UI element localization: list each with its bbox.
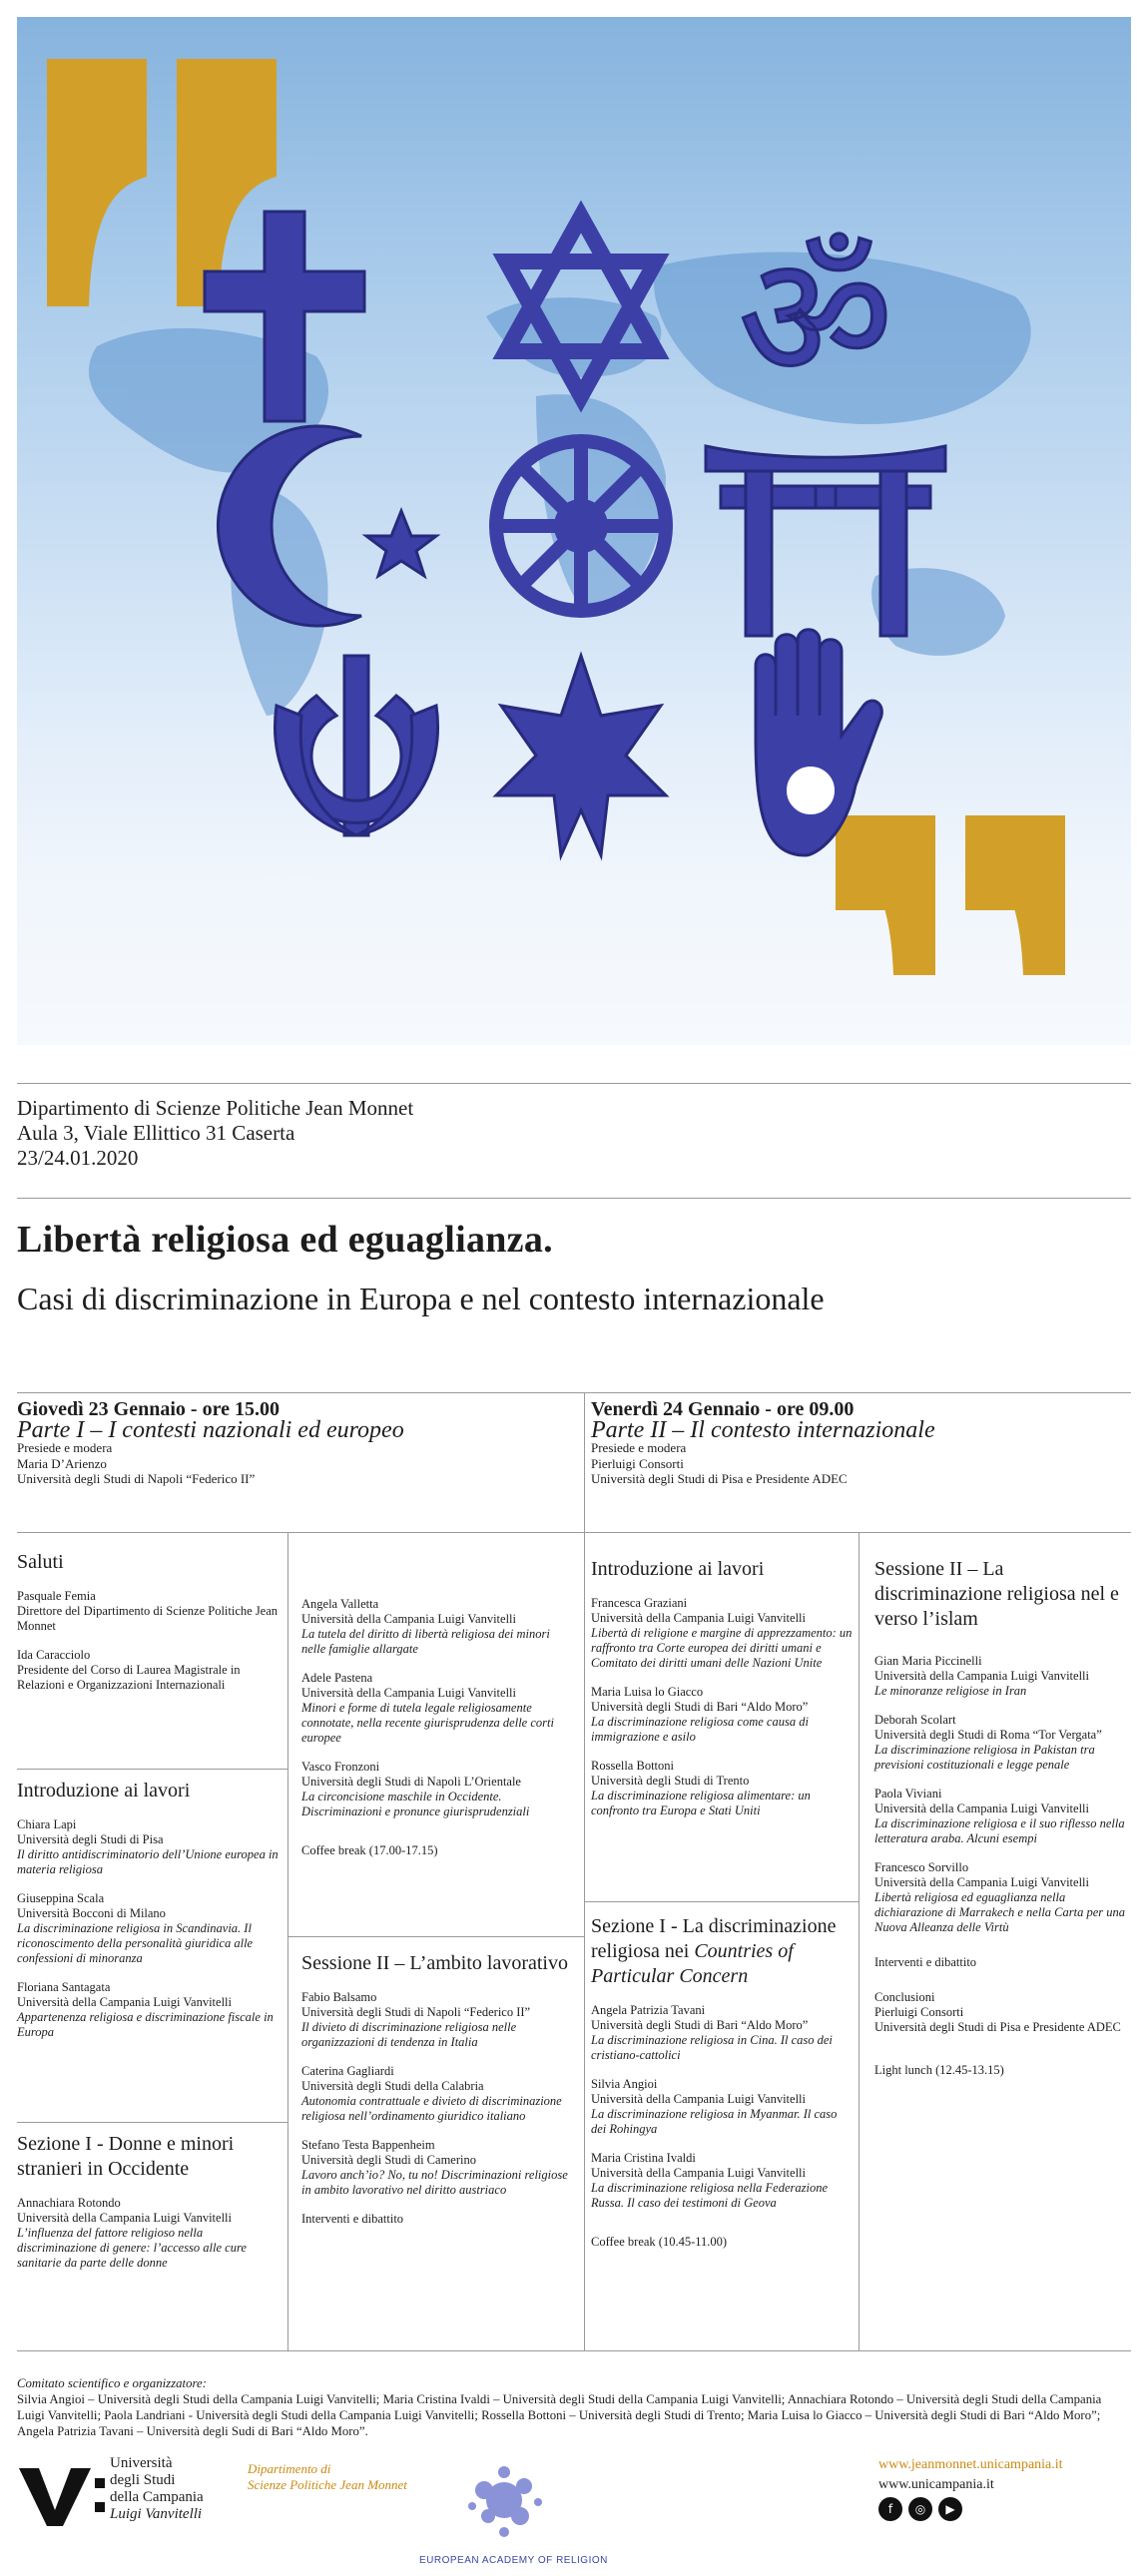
column-intro-day2 <box>591 1557 853 1818</box>
talk-title: La discriminazione religiosa e il suo riflesso nella letteratura araba. Alcuni esempi <box>874 1816 1125 1845</box>
footer-links <box>878 2455 1063 2495</box>
speaker-affiliation: Università degli Studi di Napoli “Federico II” <box>301 2005 531 2019</box>
youtube-icon[interactable]: ▶ <box>938 2497 962 2521</box>
talk-title: Autonomia contrattuale e divieto di discriminazione religiosa nell’ordinamento giuridico italiano <box>301 2094 562 2123</box>
divider <box>17 1392 1131 1393</box>
list-item <box>301 2064 577 2124</box>
list-item <box>874 1787 1130 1846</box>
talk-title: La tutela del diritto di libertà religiosa dei minori nelle famiglie allargate <box>301 1627 550 1656</box>
venue: Aula 3, Viale Ellittico 31 Caserta <box>17 1121 295 1145</box>
speaker-affiliation: Università della Campania Luigi Vanvitelli <box>874 1875 1089 1889</box>
talk-title: La discriminazione religiosa in Scandinavia. Il riconoscimento della personalità giuridica alle confessioni di minoranza <box>17 1921 254 1965</box>
event-info <box>17 1096 413 1171</box>
speaker-affiliation: Università degli Studi di Bari “Aldo Moro” <box>591 2018 809 2032</box>
day1-heading: Giovedì 23 Gennaio - ore 15.00 <box>17 1398 280 1420</box>
column-sezione1-day1 <box>17 2132 279 2271</box>
list-item <box>591 1759 853 1818</box>
column-sessione2-day1 <box>301 1951 577 2227</box>
speaker-name: Stefano Testa Bappenheim <box>301 2138 435 2152</box>
speaker-affiliation: Università degli Studi della Calabria <box>301 2079 484 2093</box>
university-name-line: della Campania <box>110 2489 204 2505</box>
talk-title: Appartenenza religiosa e discriminazione fiscale in Europa <box>17 2010 274 2039</box>
section-heading: Introduzione ai lavori <box>591 1558 765 1580</box>
conclusions <box>874 1990 1130 2035</box>
list-item <box>874 1860 1130 1935</box>
event-date: 23/24.01.2020 <box>17 1146 139 1170</box>
speaker-affiliation: Università della Campania Luigi Vanvitelli <box>301 1612 516 1626</box>
column-divider <box>287 1532 288 2350</box>
speaker-role: Direttore del Dipartimento di Scienze Politiche Jean Monnet <box>17 1604 279 1633</box>
speaker-name: Adele Pastena <box>301 1671 373 1685</box>
list-item <box>301 1671 577 1746</box>
talk-title: Le minoranze religiose in Iran <box>874 1684 1027 1698</box>
section-divider <box>17 1769 287 1770</box>
section-heading: Introduzione ai lavori <box>17 1780 191 1802</box>
lunch: Light lunch (12.45-13.15) <box>874 2063 1004 2077</box>
chair-affiliation: Università degli Studi di Pisa e Presidente ADEC <box>591 1471 848 1486</box>
talk-title: La discriminazione religiosa in Myanmar. Il caso dei Rohingya <box>591 2107 838 2136</box>
talk-title: Libertà di religione e margine di apprezzamento: un raffronto tra Corte europea dei diritti umani e Comitato dei diritti umani delle Nazioni Unite <box>591 1626 853 1670</box>
speaker-affiliation: Università degli Studi di Pisa <box>17 1832 164 1846</box>
speaker-name: Floriana Santagata <box>17 1980 111 1994</box>
dharma-wheel-symbol <box>496 441 666 611</box>
list-item <box>591 1596 853 1671</box>
om-symbol: ॐ <box>738 220 893 417</box>
committee-members: Silvia Angioi – Università degli Studi della Campania Luigi Vanvitelli; Maria Cristina Ivaldi – Università degli Studi della Campania Luigi Vanvitelli; Annachiara Rotondo – Università degli Studi della Campania Luigi Vanvitelli; Paola Landriani - Università degli Studi della Campania Luigi Vanvitelli; Rossella Bottoni – Università degli Studi di Trento; Maria Luisa lo Giacco – Università degli Studi di Bari “Aldo Moro”; Angela Patrizia Tavani – Università degli Sudi di Bari “Aldo Moro”. <box>17 2392 1102 2438</box>
speaker-name: Chiara Lapi <box>17 1817 77 1831</box>
divider <box>17 1198 1131 1199</box>
university-name-line: degli Studi <box>110 2472 176 2488</box>
speaker-name: Silvia Angioi <box>591 2077 658 2091</box>
speaker-name: Ida Caracciolo <box>17 1648 91 1662</box>
list-item <box>301 1990 577 2050</box>
speaker-name: Francesca Graziani <box>591 1596 688 1610</box>
speaker-affiliation: Università della Campania Luigi Vanvitelli <box>874 1669 1089 1683</box>
committee <box>17 2375 1131 2439</box>
speaker-name: Francesco Sorvillo <box>874 1860 969 1874</box>
speaker-name: Pasquale Femia <box>17 1589 96 1603</box>
section-heading: Sessione II – L’ambito lavorativo <box>301 1952 568 1974</box>
talk-title: La discriminazione religiosa in Cina. Il caso dei cristiano-cattolici <box>591 2033 833 2062</box>
section-divider <box>17 2122 287 2123</box>
european-academy-logo-icon <box>454 2450 554 2550</box>
list-item <box>17 1648 279 1693</box>
day1-header <box>17 1398 576 1487</box>
talk-title: Libertà religiosa ed eguaglianza nella dichiarazione di Marrakech e nella Carta per una Nuova Alleanza delle Virtù <box>874 1890 1126 1934</box>
day1-part-title: Parte I – I contesti nazionali ed europeo <box>17 1417 404 1443</box>
speaker-name: Rossella Bottoni <box>591 1759 674 1773</box>
speaker-affiliation: Università degli Studi di Roma “Tor Vergata” <box>874 1728 1102 1742</box>
column-intro-day1 <box>17 1779 279 2040</box>
divider <box>17 2350 1131 2351</box>
divider <box>17 1532 1131 1533</box>
day2-header <box>591 1398 1130 1487</box>
speaker-affiliation: Università degli Studi di Bari “Aldo Moro” <box>591 1700 809 1714</box>
speaker-name: Maria Luisa lo Giacco <box>591 1685 704 1699</box>
column-divider <box>584 1392 585 2350</box>
speaker-affiliation: Università degli Studi di Pisa e Presidente ADEC <box>874 2020 1121 2034</box>
talk-title: Lavoro anch’io? No, tu no! Discriminazioni religiose in ambito lavorativo nel diritto austriaco <box>301 2168 568 2197</box>
speaker-affiliation: Università degli Studi di Camerino <box>301 2153 476 2167</box>
list-item <box>301 2138 577 2198</box>
speaker-role: Presidente del Corso di Laurea Magistrale in Relazioni e Organizzazioni Internazionali <box>17 1663 241 1692</box>
talk-title: La circoncisione maschile in Occidente. Discriminazioni e pronunce giurisprudenziali <box>301 1790 530 1818</box>
list-item <box>17 1589 279 1634</box>
chair-name: Maria D’Arienzo <box>17 1455 107 1471</box>
section-divider <box>287 1936 584 1937</box>
opening-quote-mark <box>47 59 277 306</box>
coffee-break: Coffee break (10.45-11.00) <box>591 2235 728 2249</box>
academy-name: EUROPEAN ACADEMY OF RELIGION <box>419 2555 608 2566</box>
chair-affiliation: Università degli Studi di Napoli “Federico II” <box>17 1471 256 1486</box>
coffee-break: Coffee break (17.00-17.15) <box>301 1843 438 1857</box>
column-minori <box>301 1597 577 1858</box>
section-heading <box>591 1914 853 1989</box>
speaker-affiliation: Università della Campania Luigi Vanvitelli <box>874 1802 1089 1815</box>
instagram-icon[interactable]: ◎ <box>908 2497 932 2521</box>
list-item <box>591 2003 853 2063</box>
list-item <box>874 1654 1130 1699</box>
list-item <box>301 1760 577 1819</box>
university-logo <box>17 2460 107 2535</box>
v-logo-icon <box>17 2460 107 2530</box>
speaker-affiliation: Università degli Studi di Napoli L’Orientale <box>301 1775 521 1789</box>
link-jeanmonnet[interactable]: www.jeanmonnet.unicampania.it <box>878 2457 1063 2472</box>
section-heading-italic: Countries of Particular Concern <box>591 1940 794 1987</box>
column-saluti <box>17 1550 279 1693</box>
conclusions-label: Conclusioni <box>874 1990 935 2004</box>
department-line: Scienze Politiche Jean Monnet <box>248 2477 407 2492</box>
university-name-line: Luigi Vanvitelli <box>110 2506 203 2522</box>
day2-part-title: Parte II – Il contesto internazionale <box>591 1417 935 1443</box>
talk-title: Il diritto antidiscriminatorio dell’Unione europea in materia religiosa <box>17 1847 279 1876</box>
list-item <box>17 1891 279 1966</box>
speaker-name: Caterina Gagliardi <box>301 2064 394 2078</box>
speaker-affiliation: Università Bocconi di Milano <box>17 1906 166 1920</box>
speaker-name: Annachiara Rotondo <box>17 2196 121 2210</box>
speaker-name: Vasco Fronzoni <box>301 1760 380 1774</box>
section-divider <box>584 1901 859 1902</box>
list-item <box>874 1713 1130 1773</box>
speaker-affiliation: Università della Campania Luigi Vanvitelli <box>591 2166 806 2180</box>
department-line: Dipartimento di <box>248 2461 331 2476</box>
bahai-star-symbol <box>496 656 666 855</box>
talk-title: Il divieto di discriminazione religiosa nelle organizzazioni di tendenza in Italia <box>301 2020 517 2049</box>
talk-title: L’influenza del fattore religioso nella discriminazione di genere: l’accesso alle cure sanitarie da parte delle donne <box>17 2226 247 2270</box>
department-name: Dipartimento di Scienze Politiche Jean Monnet <box>17 1096 414 1120</box>
talk-title: La discriminazione religiosa nella Federazione Russa. Il caso dei testimoni di Geova <box>591 2181 829 2210</box>
section-heading-text: Sezione I - La discriminazione religiosa nei <box>591 1915 837 1962</box>
chair-name: Pierluigi Consorti <box>591 1455 684 1471</box>
speaker-affiliation: Università della Campania Luigi Vanvitelli <box>301 1686 516 1700</box>
list-item <box>17 1817 279 1877</box>
link-unicampania[interactable]: www.unicampania.it <box>878 2477 994 2492</box>
hero-image <box>17 17 1131 1045</box>
speaker-name: Deborah Scolart <box>874 1713 956 1727</box>
committee-label: Comitato scientifico e organizzatore: <box>17 2376 207 2390</box>
list-item <box>591 1685 853 1745</box>
page-title: Libertà religiosa ed eguaglianza. <box>17 1219 553 1261</box>
section-heading: Sessione II – La discriminazione religiosa nel e verso l’islam <box>874 1558 1119 1630</box>
speaker-name: Paola Viviani <box>874 1787 942 1801</box>
chair-role: Presiede e modera <box>591 1440 687 1455</box>
discussion: Interventi e dibattito <box>874 1955 977 1969</box>
speaker-name: Maria Cristina Ivaldi <box>591 2151 696 2165</box>
university-name-line: Università <box>110 2455 173 2471</box>
closing-quote-mark <box>836 815 1065 975</box>
talk-title: La discriminazione religiosa alimentare: un confronto tra Europa e Stati Uniti <box>591 1789 811 1817</box>
list-item <box>17 2196 279 2271</box>
speaker-name: Pierluigi Consorti <box>874 2005 964 2019</box>
speaker-name: Fabio Balsamo <box>301 1990 377 2004</box>
speaker-affiliation: Università della Campania Luigi Vanvitelli <box>591 1611 806 1625</box>
speaker-name: Giuseppina Scala <box>17 1891 105 1905</box>
religious-symbols-illustration <box>17 17 1131 1045</box>
speaker-affiliation: Università della Campania Luigi Vanvitelli <box>591 2092 806 2106</box>
divider <box>17 1083 1131 1084</box>
page-subtitle: Casi di discriminazione in Europa e nel contesto internazionale <box>17 1281 825 1316</box>
speaker-affiliation: Università della Campania Luigi Vanvitelli <box>17 1995 232 2009</box>
speaker-name: Angela Valletta <box>301 1597 379 1611</box>
section-heading: Saluti <box>17 1551 64 1573</box>
list-item <box>301 1597 577 1657</box>
column-sezione1-day2 <box>591 1914 853 2250</box>
speaker-name: Angela Patrizia Tavani <box>591 2003 706 2017</box>
department-logo-text <box>248 2461 407 2493</box>
university-name <box>110 2455 204 2523</box>
list-item <box>17 1980 279 2040</box>
chair-role: Presiede e modera <box>17 1440 113 1455</box>
speaker-affiliation: Università degli Studi di Trento <box>591 1774 750 1788</box>
section-heading: Sezione I - Donne e minori stranieri in Occidente <box>17 2133 235 2180</box>
column-sessione2-day2 <box>874 1557 1130 2078</box>
column-divider <box>859 1532 860 2350</box>
talk-title: La discriminazione religiosa come causa di immigrazione e asilo <box>591 1715 809 1744</box>
day2-heading: Venerdì 24 Gennaio - ore 09.00 <box>591 1398 855 1420</box>
list-item <box>591 2151 853 2211</box>
facebook-icon[interactable]: f <box>878 2497 902 2521</box>
speaker-name: Gian Maria Piccinelli <box>874 1654 982 1668</box>
speaker-affiliation: Università della Campania Luigi Vanvitelli <box>17 2211 232 2225</box>
talk-title: Minori e forme di tutela legale religiosamente connotate, nella recente giurisprudenza delle corti europee <box>301 1701 554 1745</box>
discussion: Interventi e dibattito <box>301 2212 404 2226</box>
list-item <box>591 2077 853 2137</box>
talk-title: La discriminazione religiosa in Pakistan tra previsioni costituzionali e legge penale <box>874 1743 1095 1772</box>
